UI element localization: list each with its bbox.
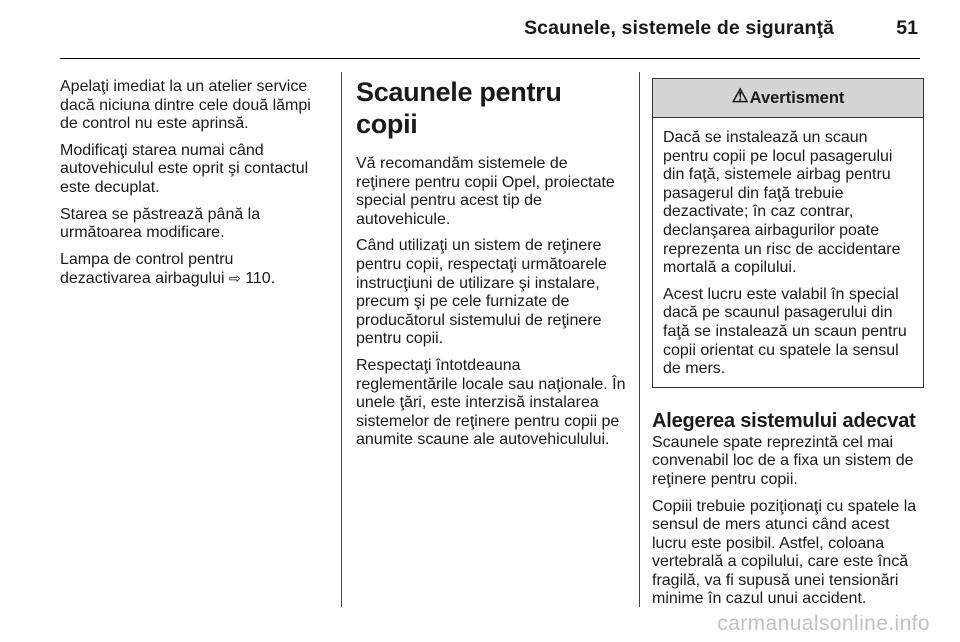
subsection-title: Alegerea sistemului adecvat xyxy=(652,409,916,432)
paragraph: Scaunele spate reprezintă cel mai convenabil loc de a fixa un sistem de reţinere pentru copii. xyxy=(652,433,914,488)
paragraph: Respectaţi întotdeauna reglementările locale sau naţionale. În unele ţări, este interzisă instalarea sistemelor de reţinere pentru copii pe anumite scaune ale autovehiculului. xyxy=(356,356,626,449)
warning-body xyxy=(653,118,923,379)
column-3 xyxy=(652,78,924,617)
warning-header xyxy=(653,79,923,118)
paragraph: Acest lucru este valabil în special dacă pe scaunul pasagerului din faţă se instalează un scaun pentru copii orientat cu spatele la sensul de mers. xyxy=(663,285,907,378)
column-2 xyxy=(356,76,626,458)
paragraph: Copiii trebuie poziţionaţi cu spatele la sensul de mers atunci când acest lucru este posibil. Astfel, coloana vertebrală a copilului, care este încă fragilă, va fi supusă unei tensionări minime în cazul unui accident. xyxy=(652,497,917,608)
paragraph: Starea se păstrează până la următoarea modificare. xyxy=(60,205,261,242)
page-header xyxy=(60,0,920,59)
page-number: 51 xyxy=(896,17,918,39)
warning-triangle-icon: ⚠ xyxy=(731,85,749,107)
header-title: Scaunele, sistemele de siguranţă xyxy=(524,17,834,39)
paragraph: Când utilizaţi un sistem de reţinere pentru copii, respectaţi următoarele instrucţiuni de utilizare şi instalare, precum şi pe cele furnizate de producătorul sistemului de reţinere pentru copii. xyxy=(356,237,607,348)
paragraph: Apelaţi imediat la un atelier service dacă niciuna dintre cele două lămpi de control nu este aprinsă. xyxy=(60,78,311,133)
paragraph-with-page-reference xyxy=(60,251,328,289)
watermark: carmanualsonline.info xyxy=(717,612,930,635)
paragraph: Dacă se instalează un scaun pentru copii pe locul pasagerului din faţă, sistemele airbag pentru pasagerul din faţă trebuie dezactivate; în caz contrar, declanşarea airbagurilor poate reprezenta un risc de accidentare mortală a copilului. xyxy=(663,129,901,277)
column-1 xyxy=(60,78,328,297)
paragraph: Modificaţi starea numai când autovehiculul este oprit şi contactul este decuplat. xyxy=(60,141,309,196)
page-reference-link[interactable]: 110. xyxy=(245,270,276,288)
paragraph: Vă recomandăm sistemele de reţinere pentru copii Opel, proiectate special pentru acest tip de autovehicule. xyxy=(356,155,615,228)
column-divider-2 xyxy=(639,72,640,607)
warning-box xyxy=(652,78,924,388)
warning-title: Avertisment xyxy=(749,88,845,107)
paragraph-text: Lampa de control pentru dezactivarea airbagului xyxy=(60,250,234,288)
page-reference-icon: ⇨ xyxy=(229,270,241,287)
column-divider-1 xyxy=(341,72,342,607)
section-title: Scaunele pentru copii xyxy=(356,77,562,139)
